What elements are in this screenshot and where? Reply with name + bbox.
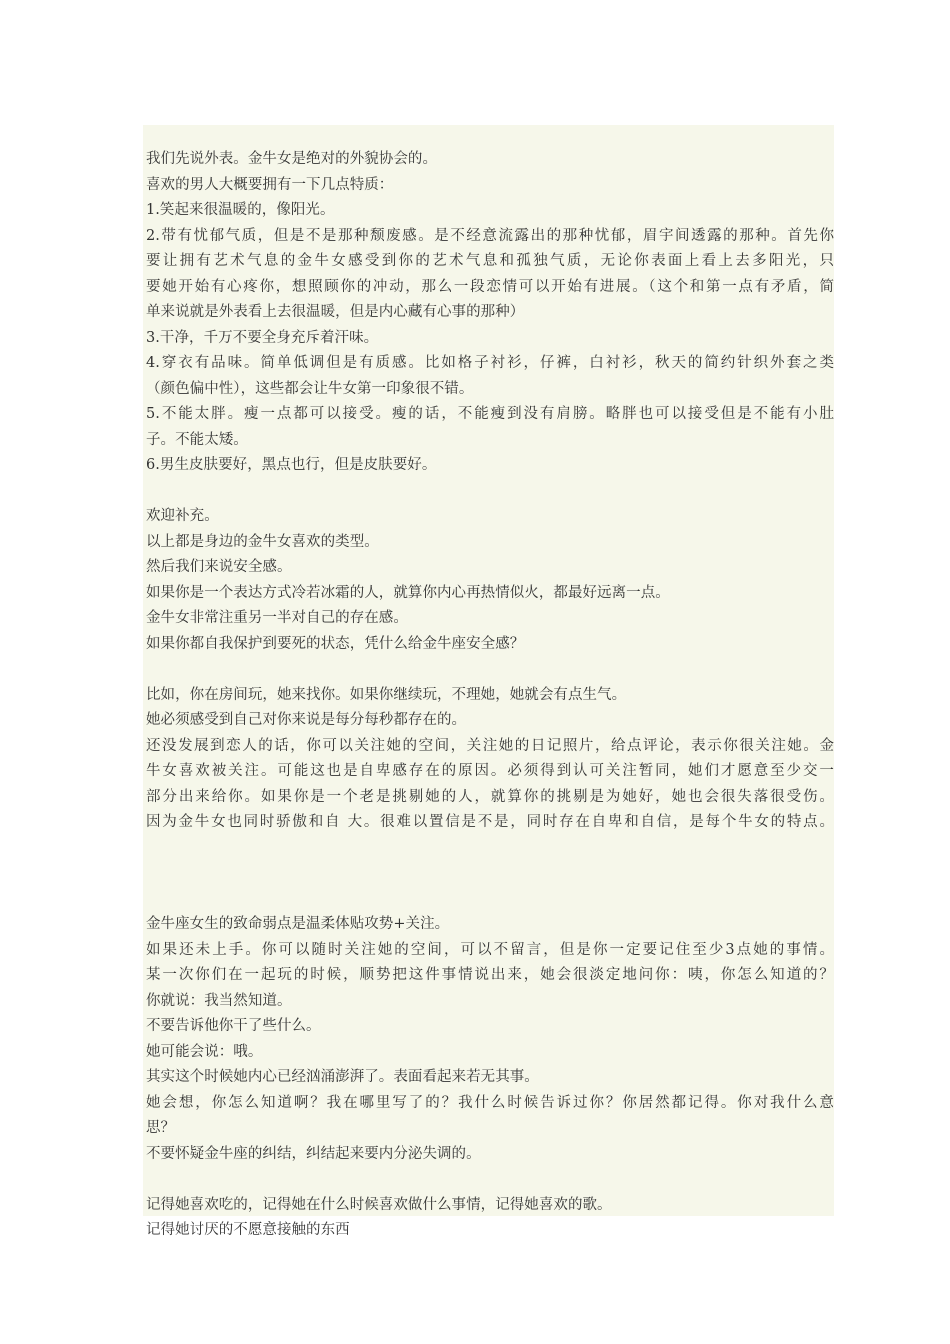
text-line: 某一次你们在一起玩的时候，顺势把这件事情说出来，她会很淡定地问你：咦，你怎么知道的？ xyxy=(146,967,834,983)
text-line: 1.笑起来很温暖的，像阳光。 xyxy=(146,202,335,218)
paragraph-spacer xyxy=(146,836,834,913)
text-line: 2.带有忧郁气质，但是不是那种颓废感。是不经意流露出的那种忧郁，眉宇间透露的那种。首先你 xyxy=(146,227,834,244)
text-line: 她必须感受到自己对你来说是每分每秒都存在的。 xyxy=(146,712,467,728)
text-line: （颜色偏中性），这些都会让牛女第一印象很不错。 xyxy=(146,380,474,397)
text-line: 要她开始有心疼你，想照顾你的冲动，那么一段恋情可以开始有进展。（这个和第一点有矛盾，简 xyxy=(146,278,834,295)
text-line: 喜欢的男人大概要拥有一下几点特质： xyxy=(146,176,394,193)
text-line: 她可能会说：哦。 xyxy=(146,1043,263,1060)
text-line: 金牛座女生的致命弱点是温柔体贴攻势+关注。 xyxy=(146,916,450,932)
article-body xyxy=(143,125,834,1238)
text-line: 还没发展到恋人的话，你可以关注她的空间，关注她的日记照片，给点评论，表示你很关注她。金 xyxy=(146,737,834,754)
paragraph-spacer xyxy=(146,657,834,683)
text-line: 6.男生皮肤要好，黑点也行，但是皮肤要好。 xyxy=(146,457,437,473)
text-line: 你就说：我当然知道。 xyxy=(146,992,292,1009)
text-line: 以上都是身边的金牛女喜欢的类型。 xyxy=(146,533,379,550)
text-line: 她会想，你怎么知道啊？我在哪里写了的？我什么时候告诉过你？你居然都记得。你对我什么意 xyxy=(146,1094,834,1111)
text-line: 金牛女非常注重另一半对自己的存在感。 xyxy=(146,610,408,626)
text-line: 不要怀疑金牛座的纠结，纠结起来要内分泌失调的。 xyxy=(146,1145,481,1162)
text-line: 记得她喜欢吃的，记得她在什么时候喜欢做什么事情，记得她喜欢的歌。 xyxy=(146,1196,612,1213)
text-line: 因为金牛女也同时骄傲和自 大。很难以置信是不是，同时存在自卑和自信，是每个牛女的特点。 xyxy=(146,814,834,830)
text-line: 不要告诉他你干了些什么。 xyxy=(146,1018,321,1034)
text-line: 要让拥有艺术气息的金牛女感受到你的艺术气息和孤独气质，无论你表面上看上去多阳光，只 xyxy=(146,253,834,269)
text-line: 如果你是一个表达方式冷若冰霜的人，就算你内心再热情似火，都最好远离一点。 xyxy=(146,584,670,601)
text-line: 我们先说外表。金牛女是绝对的外貌协会的。 xyxy=(146,151,437,167)
text-line: 如果还未上手。你可以随时关注她的空间，可以不留言，但是你一定要记住至少3点她的事情。 xyxy=(146,941,834,958)
text-line: 思？ xyxy=(146,1120,176,1136)
paragraph-spacer xyxy=(146,1167,834,1193)
text-line: 如果你都自我保护到要死的状态，凭什么给金牛座安全感？ xyxy=(146,635,525,652)
text-line: 5.不能太胖。瘦一点都可以接受。瘦的话，不能瘦到没有肩膀。略胖也可以接受但是不能有小肚 xyxy=(146,406,834,422)
paragraph-spacer xyxy=(146,479,834,505)
text-line: 其实这个时候她内心已经汹涌澎湃了。表面看起来若无其事。 xyxy=(146,1069,539,1085)
text-line: 记得她讨厌的不愿意接触的东西 xyxy=(146,1222,350,1238)
text-line: 部分出来给你。如果你是一个老是挑剔她的人，就算你的挑剔是为她好，她也会很失落很受伤。 xyxy=(146,788,834,805)
text-line: 单来说就是外表看上去很温暖，但是内心藏有心事的那种） xyxy=(146,304,525,320)
text-line: 3.干净，千万不要全身充斥着汗味。 xyxy=(146,329,379,346)
text-line: 4.穿衣有品味。简单低调但是有质感。比如格子衬衫，仔裤，白衬衫，秋天的简约针织外套之类 xyxy=(146,355,834,371)
text-line: 比如，你在房间玩，她来找你。如果你继续玩，不理她，她就会有点生气。 xyxy=(146,686,627,703)
text-line: 牛女喜欢被关注。可能这也是自卑感存在的原因。必须得到认可关注暂同，她们才愿意至少交一 xyxy=(146,763,834,779)
text-line: 然后我们来说安全感。 xyxy=(146,559,292,575)
text-line: 子。不能太矮。 xyxy=(146,431,248,448)
text-line: 欢迎补充。 xyxy=(146,508,219,524)
